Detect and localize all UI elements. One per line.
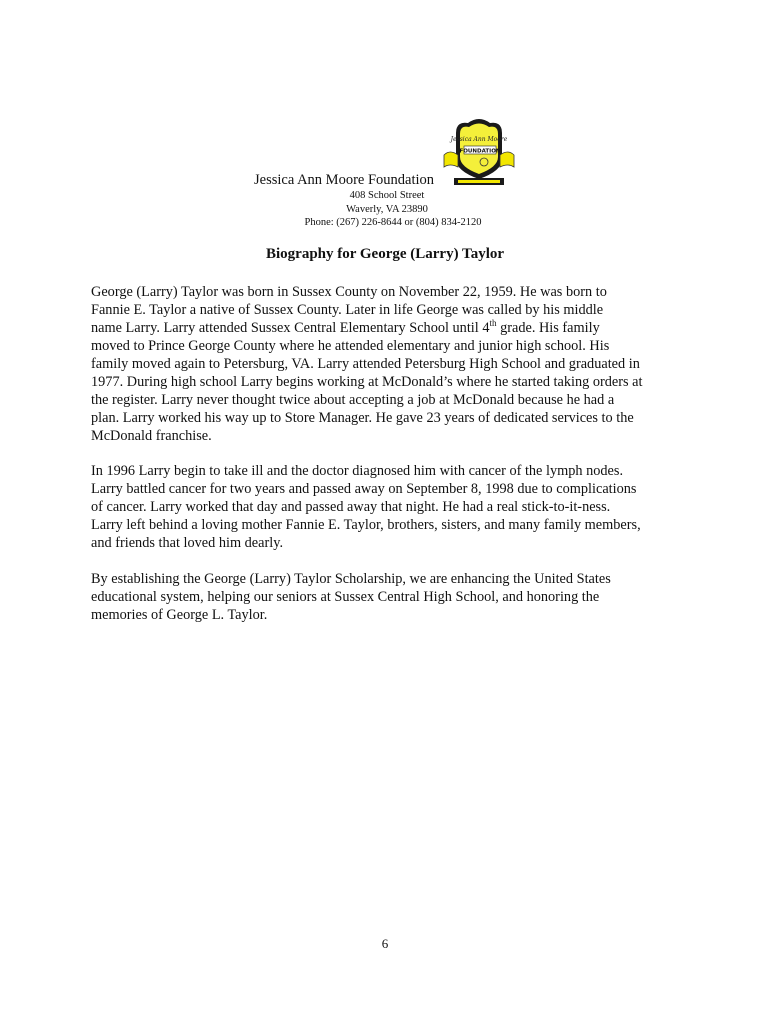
- address-city: Waverly, VA 23890: [346, 204, 428, 215]
- page-number: 6: [381, 936, 389, 951]
- document-title: Biography for George (Larry) Taylor: [265, 246, 505, 262]
- foundation-crest-logo-icon: [442, 115, 516, 187]
- text-line: Fannie E. Taylor a native of Sussex County. Later in life George was called by his middle: [91, 302, 604, 318]
- text-line: In 1996 Larry begin to take ill and the doctor diagnosed him with cancer of the lymph nodes.: [91, 463, 624, 479]
- address-phone: Phone: (267) 226-8644 or (804) 834-2120: [304, 217, 482, 228]
- right-ribbon: [500, 152, 514, 167]
- text-line: of cancer. Larry worked that day and passed away that night. He had a real stick-to-it-ness.: [91, 499, 611, 515]
- text-line: educational system, helping our seniors at Sussex Central High School, and honoring the: [91, 589, 600, 605]
- text-line: and friends that loved him dearly.: [91, 535, 284, 551]
- text-line: By establishing the George (Larry) Taylor Scholarship, we are enhancing the United States: [91, 571, 611, 587]
- address-street: 408 School Street: [349, 190, 425, 201]
- text-line: moved to Prince George County where he attended elementary and junior high school. His: [91, 338, 610, 354]
- biography-paragraph-1: [91, 283, 691, 445]
- biography-paragraph-2: [91, 462, 691, 552]
- left-ribbon: [444, 152, 458, 167]
- text-line: Larry battled cancer for two years and passed away on September 8, 1998 due to complications: [91, 481, 637, 497]
- text-line: McDonald franchise.: [91, 428, 212, 444]
- text-line: the register. Larry never thought twice about accepting a job at McDonald because he had a: [91, 392, 615, 408]
- text-line: family moved again to Petersburg, VA. Larry attended Petersburg High School and graduated in: [91, 356, 640, 372]
- logo-banner-text: FOUNDATION: [459, 148, 501, 155]
- logo-base-stripe: [458, 180, 500, 183]
- text-line: plan. Larry worked his way up to Store Manager. He gave 23 years of dedicated services to the: [91, 410, 634, 426]
- text-line: memories of George L. Taylor.: [91, 607, 268, 623]
- text-line: Larry left behind a loving mother Fannie E. Taylor, brothers, sisters, and many family members,: [91, 517, 641, 533]
- text-line: [91, 319, 691, 337]
- biography-paragraph-3: [91, 570, 691, 624]
- ordinal-superscript: th: [489, 318, 497, 328]
- text-line: George (Larry) Taylor was born in Sussex County on November 22, 1959. He was born to: [91, 284, 607, 300]
- text-segment: grade. His family: [496, 320, 600, 336]
- logo-script-text: Jessica Ann Moore: [450, 136, 508, 143]
- organization-name: Jessica Ann Moore Foundation: [254, 172, 435, 188]
- text-line: 1977. During high school Larry begins working at McDonald’s where he started taking orders at: [91, 374, 643, 390]
- text-segment: name Larry. Larry attended Sussex Central Elementary School until 4: [91, 320, 490, 336]
